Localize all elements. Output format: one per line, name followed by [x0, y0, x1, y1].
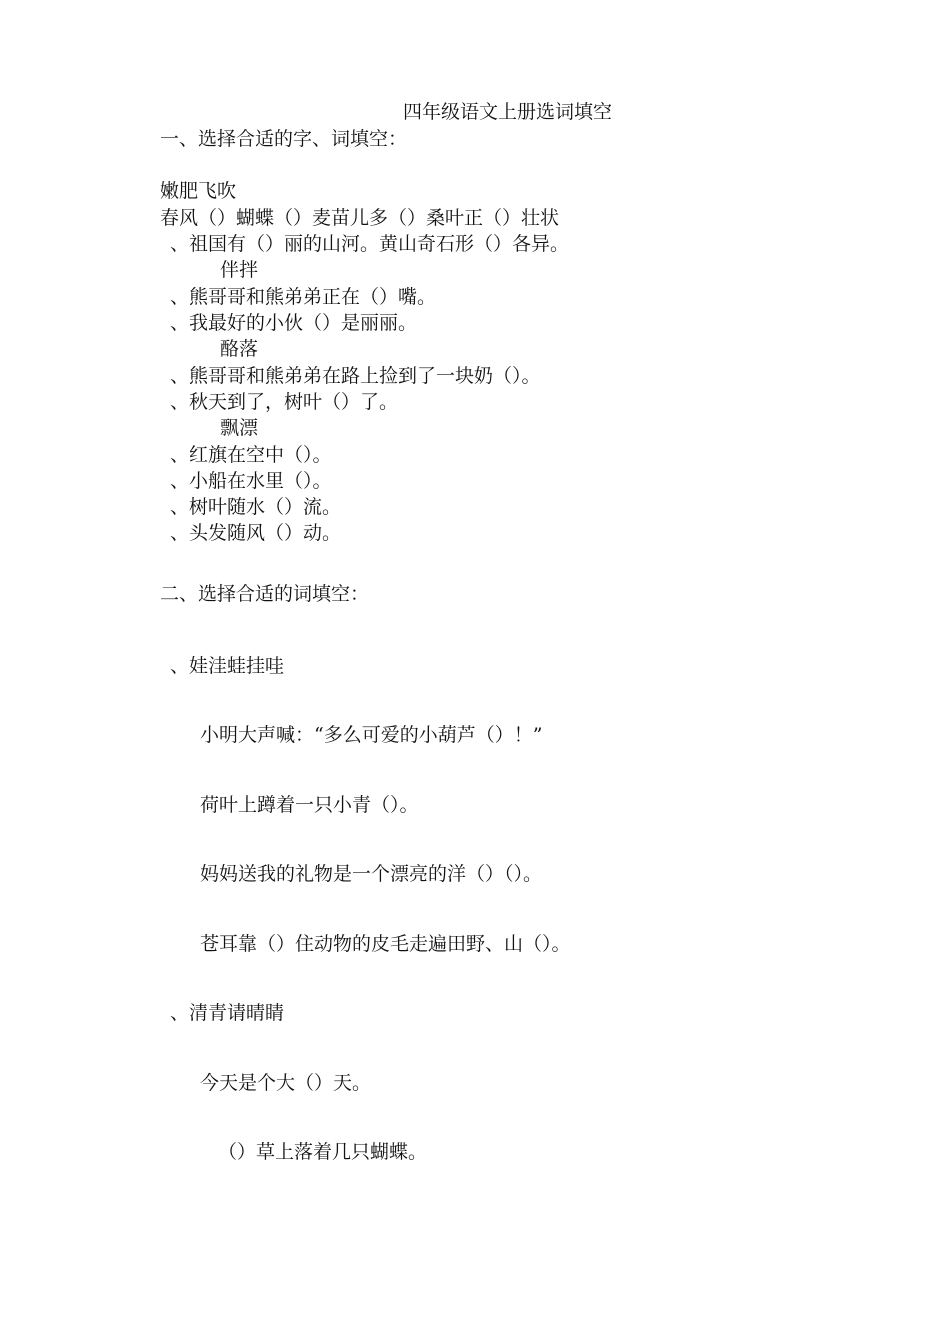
word-bank-2: 伴拌 [220, 259, 259, 281]
question-line: （）草上落着几只蝴蝶。 [218, 1141, 428, 1163]
word-bank-5: 、娃洼蛙挂哇 [170, 655, 285, 677]
question-line: 、祖国有（）丽的山河。黄山奇石形（）各异。 [170, 233, 570, 255]
question-line: 、熊哥哥和熊弟弟在路上捡到了一块奶（）。 [170, 365, 541, 387]
question-line: 小明大声喊：“多么可爱的小葫芦（）！” [200, 724, 543, 746]
page-title: 四年级语文上册选词填空 [403, 101, 613, 123]
question-line: 春风（）蝴蝶（）麦苗儿多（）桑叶正（）壮状 [160, 207, 560, 229]
question-line: 、红旗在空中（）。 [170, 444, 332, 466]
section-2-heading: 二、选择合适的词填空： [160, 583, 370, 605]
question-line: 苍耳靠（）住动物的皮毛走遍田野、山（）。 [200, 933, 571, 955]
word-bank-6: 、清青请晴睛 [170, 1002, 285, 1024]
question-line: 、熊哥哥和熊弟弟正在（）嘴。 [170, 286, 437, 308]
question-line: 、我最好的小伙（）是丽丽。 [170, 312, 418, 334]
section-1-heading: 一、选择合适的字、词填空： [160, 128, 408, 150]
question-line: 、秋天到了，树叶（）了。 [170, 391, 399, 413]
word-bank-1: 嫩肥飞吹 [160, 180, 237, 202]
question-line: 、头发随风（）动。 [170, 522, 342, 544]
question-line: 、小船在水里（）。 [170, 470, 332, 492]
question-line: 今天是个大（）天。 [200, 1072, 372, 1094]
question-line: 荷叶上蹲着一只小青（）。 [200, 794, 419, 816]
word-bank-3: 酪落 [220, 338, 259, 360]
question-line: 、树叶随水（）流。 [170, 496, 342, 518]
word-bank-4: 飘漂 [220, 417, 259, 439]
question-line: 妈妈送我的礼物是一个漂亮的洋（）（）。 [200, 863, 543, 885]
